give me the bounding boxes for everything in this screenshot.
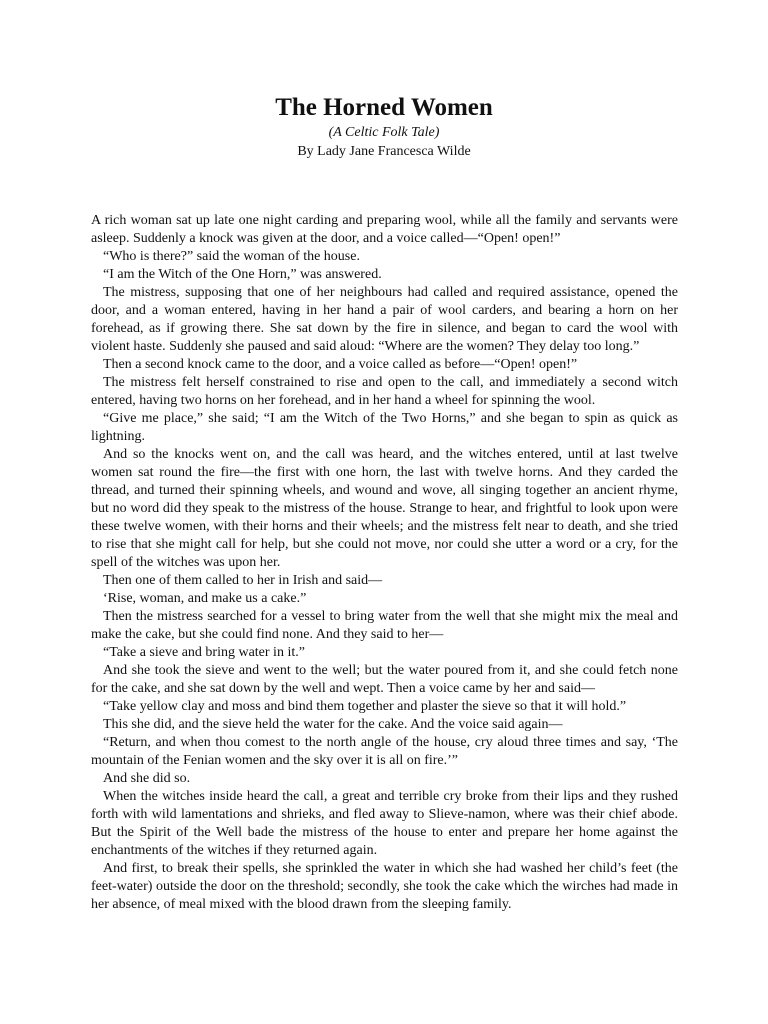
paragraph: This she did, and the sieve held the water for the cake. And the voice said again— <box>103 717 563 732</box>
paragraph: Then a second knock came to the door, and a voice called as before—“Open! open!” <box>103 357 578 372</box>
paragraph: “Take a sieve and bring water in it.” <box>103 645 305 660</box>
paragraph: The mistress, supposing that one of her neighbours had called and required assistance, opened the door, and a woman entered, having in her hand a pair of wool carders, and bearing a horn on her forehead, as if growing there. She sat down by the fire in silence, and began to card the wool with violent haste. Suddenly she paused and said aloud: “Where are the women? They delay too long.” <box>91 285 678 354</box>
document-subtitle: (A Celtic Folk Tale) <box>328 125 440 140</box>
paragraph: “Give me place,” she said; “I am the Witch of the Two Horns,” and she began to spin as quick as lightning. <box>91 411 678 444</box>
paragraph: And first, to break their spells, she sprinkled the water in which she had washed her child’s feet (the feet-water) outside the door on the threshold; secondly, she took the cake which the wirches had made in her absence, of meal mixed with the blood drawn from the sleeping family. <box>91 861 678 912</box>
paragraph: The mistress felt herself constrained to rise and open to the call, and immediately a second witch entered, having two horns on her forehead, and in her hand a wheel for spinning the wool. <box>91 375 678 408</box>
paragraph: A rich woman sat up late one night carding and preparing wool, while all the family and servants were asleep. Suddenly a knock was given at the door, and a voice called—“Open! open!” <box>91 213 678 246</box>
document-author: By Lady Jane Francesca Wilde <box>297 144 471 159</box>
document-title: The Horned Women <box>275 94 493 121</box>
paragraph: And she did so. <box>103 771 191 786</box>
paragraph: “Return, and when thou comest to the north angle of the house, cry aloud three times and say, ‘The mountain of the Fenian women and the sky over it is all on fire.’” <box>91 735 678 768</box>
paragraph: “Who is there?” said the woman of the house. <box>103 249 360 264</box>
document-body <box>91 212 678 914</box>
paragraph: When the witches inside heard the call, a great and terrible cry broke from their lips and they rushed forth with wild lamentations and shrieks, and fled away to Slieve-namon, where was their chief abode. But the Spirit of the Well bade the mistress of the house to enter and prepare her home against the enchantments of the witches if they returned again. <box>91 789 678 858</box>
paragraph: Then the mistress searched for a vessel to bring water from the well that she might mix the meal and make the cake, but she could find none. And they said to her— <box>91 609 678 642</box>
paragraph: ‘Rise, woman, and make us a cake.” <box>103 591 307 606</box>
paragraph: “Take yellow clay and moss and bind them together and plaster the sieve so that it will hold.” <box>103 699 627 714</box>
paragraph: Then one of them called to her in Irish and said— <box>103 573 383 588</box>
paragraph: And she took the sieve and went to the well; but the water poured from it, and she could fetch none for the cake, and she sat down by the well and wept. Then a voice came by her and said— <box>91 663 678 696</box>
paragraph: And so the knocks went on, and the call was heard, and the witches entered, until at last twelve women sat round the fire—the first with one horn, the last with twelve horns. And they carded the thread, and turned their spinning wheels, and wound and wove, all singing together an ancient rhyme, but no word did they speak to the mistress of the house. Strange to hear, and frightful to look upon were these twelve women, with their horns and their wheels; and the mistress felt near to death, and she tried to rise that she might call for help, but she could not move, nor could she utter a word or a cry, for the spell of the witches was upon her. <box>91 447 678 570</box>
paragraph: “I am the Witch of the One Horn,” was answered. <box>103 267 382 282</box>
